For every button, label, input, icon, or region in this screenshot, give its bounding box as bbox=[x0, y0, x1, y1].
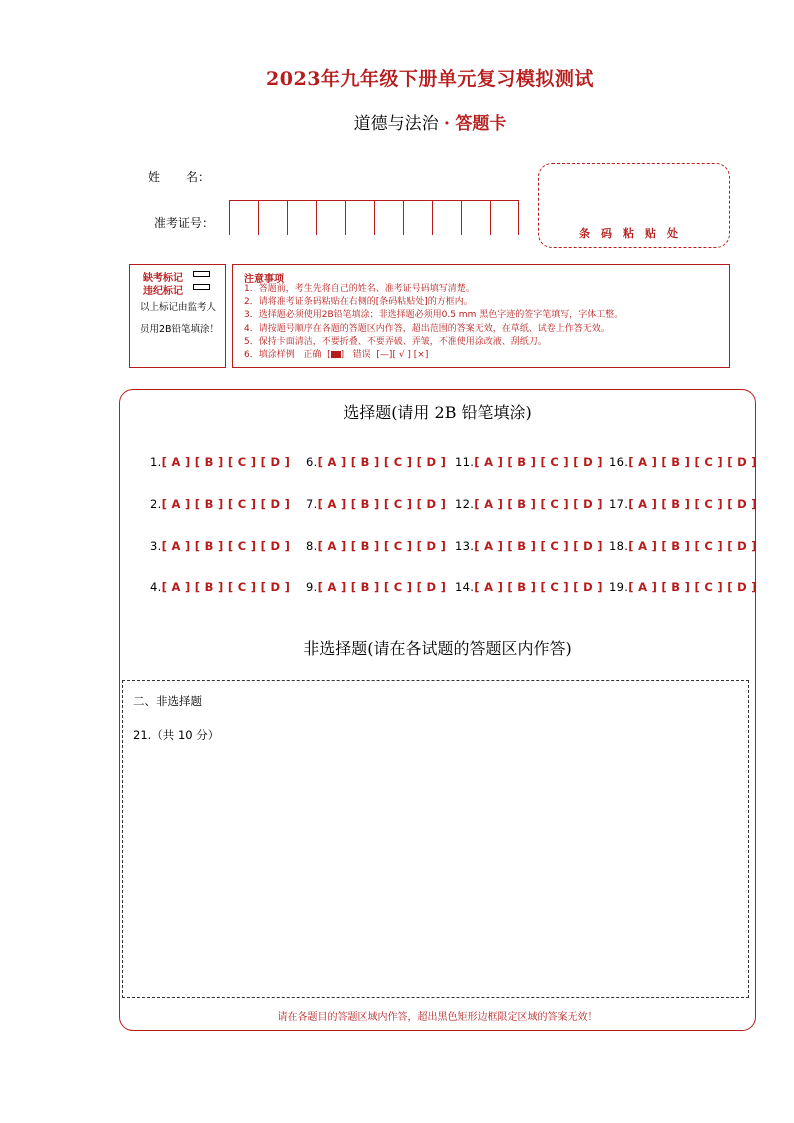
exam-id-cell[interactable] bbox=[403, 201, 432, 235]
choice-question[interactable] bbox=[150, 539, 290, 553]
question-number: 9. bbox=[306, 580, 318, 594]
answer-options[interactable]: [ A ] [ B ] [ C ] [ D ] bbox=[628, 455, 757, 469]
exam-id-cell[interactable] bbox=[374, 201, 403, 235]
notice-item: 4．请按题号顺序在各题的答题区内作答，超出范围的答案无效，在草纸、试卷上作答无效。 bbox=[244, 323, 610, 334]
notice-item: 5．保持卡面清洁，不要折叠、不要弄破、弄皱，不准使用涂改液、刮纸刀。 bbox=[244, 336, 547, 347]
choice-question[interactable] bbox=[306, 455, 446, 469]
choice-question[interactable] bbox=[306, 539, 446, 553]
question-number: 11. bbox=[455, 455, 475, 469]
absence-mark-box bbox=[129, 264, 226, 368]
answer-options[interactable]: [ A ] [ B ] [ C ] [ D ] bbox=[317, 580, 447, 594]
exam-id-cell[interactable] bbox=[461, 201, 490, 235]
answer-options[interactable]: [ A ] [ B ] [ C ] [ D ] bbox=[474, 580, 603, 594]
answer-options[interactable]: [ A ] [ B ] [ C ] [ D ] bbox=[161, 539, 291, 553]
choice-question[interactable] bbox=[150, 455, 290, 469]
name-label bbox=[148, 168, 210, 185]
answer-options[interactable]: [ A ] [ B ] [ C ] [ D ] bbox=[628, 497, 757, 511]
subject-name: 道德与法治 bbox=[353, 114, 439, 134]
answer-options[interactable]: [ A ] [ B ] [ C ] [ D ] bbox=[317, 455, 447, 469]
notice-item: 1．答题前，考生先将自己的姓名、准考证号码填写清楚。 bbox=[244, 284, 475, 294]
question-number: 7. bbox=[306, 497, 318, 511]
choice-question[interactable] bbox=[150, 580, 290, 594]
answer-options[interactable]: [ A ] [ B ] [ C ] [ D ] bbox=[161, 580, 291, 594]
answer-options[interactable]: [ A ] [ B ] [ C ] [ D ] bbox=[474, 497, 603, 511]
answer-options[interactable]: [ A ] [ B ] [ C ] [ D ] bbox=[474, 539, 603, 553]
exam-id-cell[interactable] bbox=[432, 201, 461, 235]
answer-options[interactable]: [ A ] [ B ] [ C ] [ D ] bbox=[628, 580, 757, 594]
answer-options[interactable]: [ A ] [ B ] [ C ] [ D ] bbox=[317, 497, 447, 511]
exam-id-cell[interactable] bbox=[229, 201, 258, 235]
choice-question[interactable] bbox=[306, 580, 446, 594]
filled-sample-icon bbox=[331, 351, 341, 358]
notice-list bbox=[244, 283, 623, 362]
exam-id-cell[interactable] bbox=[316, 201, 345, 235]
question-number: 8. bbox=[306, 539, 318, 553]
question-number: 6. bbox=[306, 455, 318, 469]
barcode-area bbox=[538, 163, 730, 248]
exam-id-label: 准考证号： bbox=[154, 216, 215, 230]
choice-section-title: 选择题(请用 2B 铅笔填涂) bbox=[343, 403, 532, 422]
exam-id-cell[interactable] bbox=[490, 201, 519, 235]
name-char-2: 名： bbox=[186, 170, 211, 184]
choice-question[interactable] bbox=[609, 539, 757, 553]
notice-item: 2．请将准考证条码粘贴在右侧的[条码粘贴处]的方框内。 bbox=[244, 297, 473, 308]
name-char-1: 姓 bbox=[148, 170, 161, 184]
choice-question[interactable] bbox=[455, 580, 603, 594]
question-number: 4. bbox=[150, 580, 162, 594]
question-number: 16. bbox=[609, 455, 629, 469]
question-number: 18. bbox=[609, 539, 629, 553]
barcode-label: 条码粘贴处 bbox=[579, 227, 689, 240]
absent-mark-slot[interactable] bbox=[193, 271, 210, 277]
wrong-label: 错误 bbox=[352, 350, 371, 361]
sample-prefix: 6．填涂样例 bbox=[244, 350, 295, 361]
question-number: 19. bbox=[609, 580, 629, 594]
question-number: 14. bbox=[455, 580, 475, 594]
choice-question[interactable] bbox=[455, 497, 603, 511]
notice-box bbox=[232, 264, 730, 368]
question-number: 1. bbox=[150, 455, 162, 469]
mark-note: 以上标记由监考人员用2B铅笔填涂！ bbox=[140, 302, 220, 335]
violation-label: 违纪标记 bbox=[143, 286, 183, 297]
question-number: 2. bbox=[150, 497, 162, 511]
notice-title: 注意事项 bbox=[244, 274, 284, 285]
card-label: 答题卡 bbox=[455, 114, 507, 134]
violation-mark-slot[interactable] bbox=[193, 284, 210, 290]
answer-options[interactable]: [ A ] [ B ] [ C ] [ D ] bbox=[317, 539, 447, 553]
exam-id-cell[interactable] bbox=[258, 201, 287, 235]
nonchoice-section-title: 非选择题(请在各试题的答题区内作答) bbox=[303, 639, 572, 658]
question-number: 17. bbox=[609, 497, 629, 511]
answer-options[interactable]: [ A ] [ B ] [ C ] [ D ] bbox=[628, 539, 757, 553]
subject-title bbox=[0, 109, 794, 134]
correct-label: 正确 bbox=[303, 350, 322, 361]
answer-options[interactable]: [ A ] [ B ] [ C ] [ D ] bbox=[474, 455, 603, 469]
exam-id-boxes[interactable] bbox=[229, 200, 519, 235]
answer-options[interactable]: [ A ] [ B ] [ C ] [ D ] bbox=[161, 497, 291, 511]
choice-question[interactable] bbox=[609, 580, 757, 594]
choice-question[interactable] bbox=[609, 497, 757, 511]
choice-question[interactable] bbox=[609, 455, 757, 469]
choice-question[interactable] bbox=[455, 455, 603, 469]
choice-question[interactable] bbox=[150, 497, 290, 511]
notice-item-sample: 6．填涂样例 正确 [ ] 错误 [—][ √ ] [×] bbox=[244, 350, 429, 361]
footer-note: 请在各题目的答题区域内作答，超出黑色矩形边框限定区域的答案无效！ bbox=[277, 1012, 598, 1023]
section-label: 二、非选择题 bbox=[133, 694, 202, 708]
page-title: 2023年九年级下册单元复习模拟测试 bbox=[266, 68, 594, 90]
question-number: 3. bbox=[150, 539, 162, 553]
wrong-samples: [—][ √ ] [×] bbox=[376, 350, 429, 361]
exam-id-cell[interactable] bbox=[287, 201, 316, 235]
question-21-label: 21.（共 10 分） bbox=[133, 728, 220, 742]
question-number: 13. bbox=[455, 539, 475, 553]
choice-question[interactable] bbox=[455, 539, 603, 553]
absent-label: 缺考标记 bbox=[143, 273, 183, 284]
notice-item: 3．选择题必须使用2B铅笔填涂；非选择题必须用0.5 mm 黑色字迹的签字笔填写，字体工整。 bbox=[244, 310, 624, 321]
choice-question[interactable] bbox=[306, 497, 446, 511]
question-number: 12. bbox=[455, 497, 475, 511]
answer-options[interactable]: [ A ] [ B ] [ C ] [ D ] bbox=[161, 455, 291, 469]
exam-id-cell[interactable] bbox=[345, 201, 374, 235]
subject-separator: · bbox=[444, 114, 450, 134]
nonchoice-answer-box[interactable] bbox=[122, 680, 749, 998]
